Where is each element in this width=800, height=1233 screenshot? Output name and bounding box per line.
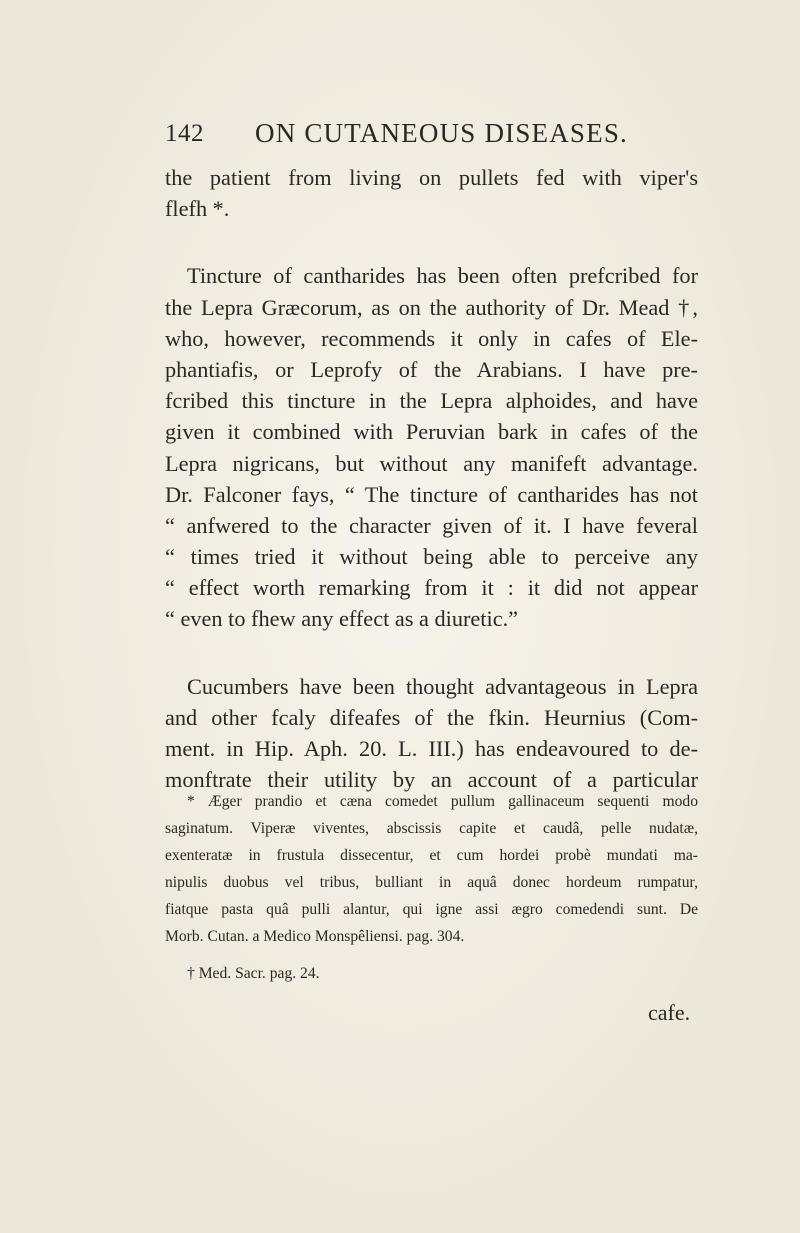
footnote-line: saginatum. Viperæ viventes, abscissis capite et caudâ, pelle nudatæ,: [165, 820, 698, 837]
text-line: “ even to fhew any effect as a diuretic.”: [165, 606, 519, 632]
text-line: the Lepra Græcorum, as on the authority of Dr. Mead †,: [165, 294, 698, 320]
text-line: “ anfwered to the character given of it. I have feveral: [165, 512, 698, 538]
text-line: Dr. Falconer fays, “ The tincture of cantharides has not: [165, 481, 698, 507]
footnote-line: exenteratæ in frustula dissecentur, et cum hordei probè mundati ma-: [165, 847, 698, 864]
paragraph-3: [165, 671, 698, 796]
text-line: “ effect worth remarking from it : it did not appear: [165, 575, 698, 601]
page-number: 142: [165, 120, 204, 147]
text-line: “ times tried it without being able to perceive any: [165, 544, 698, 570]
footnote-line: † Med. Sacr. pag. 24.: [187, 965, 320, 982]
text-line: Lepra nigricans, but without any manifeft advantage.: [165, 450, 698, 476]
text-line: Cucumbers have been thought advantageous in Lepra: [187, 673, 698, 699]
page-header: [165, 118, 705, 158]
text-line: monftrate their utility by an account of a particular: [165, 767, 698, 793]
footnote-line: fiatque pasta quâ pulli alantur, qui igne assi ægro comedendi sunt. De: [165, 901, 698, 918]
text-line: the patient from living on pullets fed with viper's: [165, 165, 698, 190]
text-line: fcribed this tincture in the Lepra alphoides, and have: [165, 388, 698, 414]
text-line: given it combined with Peruvian bark in cafes of the: [165, 419, 698, 445]
text-line: Tincture of cantharides has been often prefcribed for: [187, 263, 698, 289]
footnote-line: nipulis duobus vel tribus, bulliant in aquâ donec hordeum rumpatur,: [165, 874, 698, 891]
text-line: and other fcaly difeafes of the fkin. Heurnius (Com-: [165, 704, 698, 730]
catchword: cafe.: [648, 1000, 691, 1025]
footnote-1: [165, 788, 698, 950]
footnote-line: Morb. Cutan. a Medico Monspêliensi. pag. 304.: [165, 928, 465, 945]
footnote-2: [165, 960, 698, 987]
footnote-line: * Æger prandio et cæna comedet pullum gallinaceum sequenti modo: [187, 793, 698, 810]
footnotes: [165, 788, 698, 987]
paragraph-2: [165, 260, 698, 634]
text-line: who, however, recommends it only in cafes of Ele-: [165, 325, 698, 351]
text-line: ment. in Hip. Aph. 20. L. III.) has endeavoured to de-: [165, 736, 698, 761]
running-head: ON CUTANEOUS DISEASES.: [255, 118, 629, 148]
body-text: [165, 162, 698, 795]
text-line: flefh *.: [165, 196, 230, 222]
paragraph-1: [165, 162, 698, 224]
text-line: phantiafis, or Leprofy of the Arabians. I have pre-: [165, 356, 698, 382]
